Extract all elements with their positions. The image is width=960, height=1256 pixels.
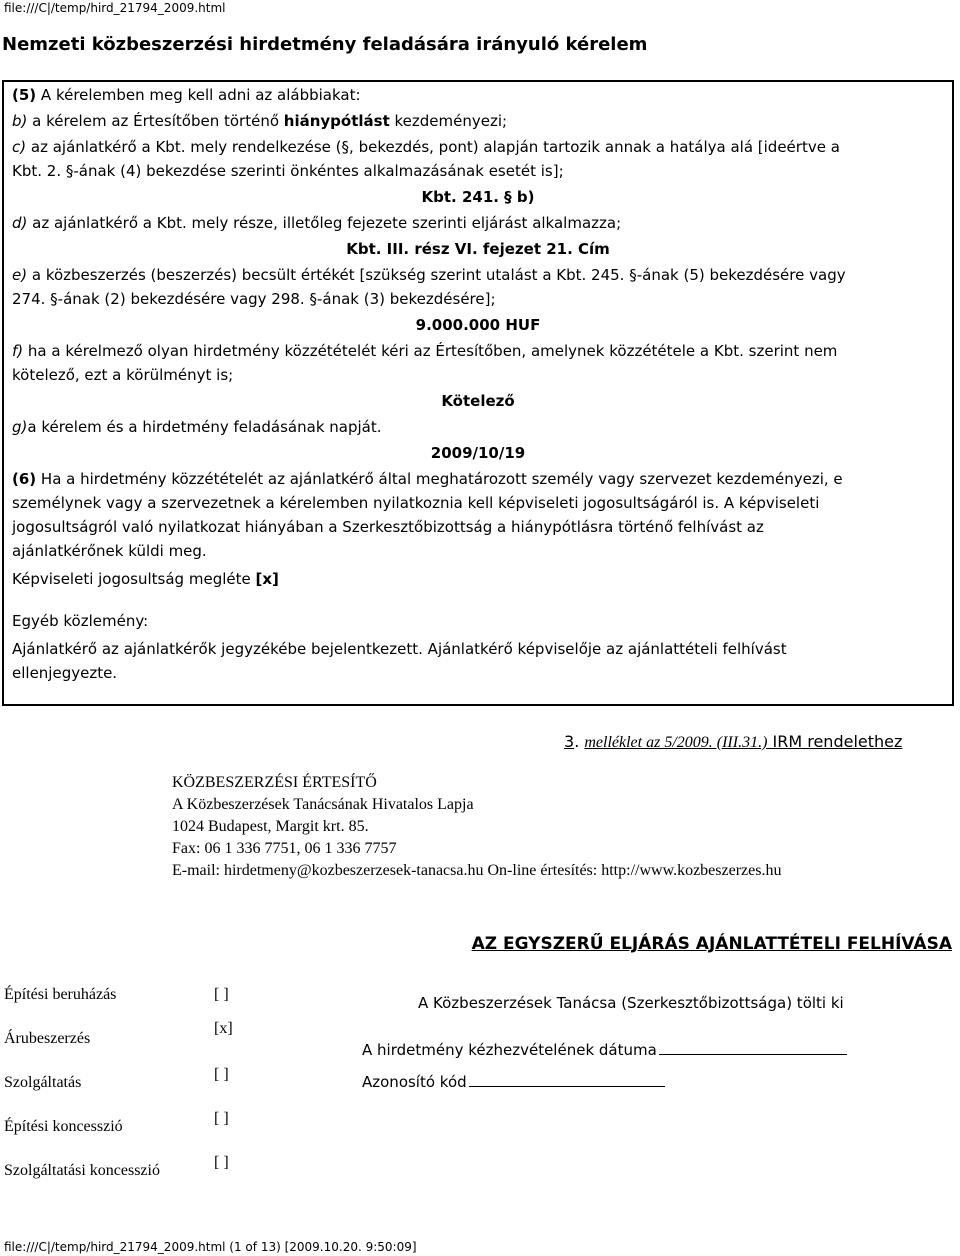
procurement-type-label: Árubeszerzés <box>4 1030 91 1047</box>
item-c-line1 <box>12 138 840 156</box>
item-d-text: az ajánlatkérő a Kbt. mely része, illetőleg fejezete szerinti eljárást alkalmazza; <box>27 214 622 232</box>
publisher-subtitle: A Közbeszerzések Tanácsának Hivatalos Lapja <box>172 796 474 813</box>
representation-row <box>12 570 279 588</box>
request-content-box <box>2 80 954 706</box>
publisher-email: E-mail: hirdetmeny@kozbeszerzesek-tanacsa.hu On-line értesítés: http://www.kozbeszerzes.hu <box>172 862 782 879</box>
item-c-text: az ajánlatkérő a Kbt. mely rendelkezése (§, bekezdés, pont) alapján tartozik annak a hatálya alá [ideértve a <box>26 138 840 156</box>
item-e-line1 <box>12 266 846 284</box>
page-title: Nemzeti közbeszerzési hirdetmény feladására irányuló kérelem <box>2 34 648 55</box>
item-g-text: a kérelem és a hirdetmény feladásának napját. <box>27 418 382 436</box>
procurement-type-checkbox: [ ] <box>214 1066 229 1083</box>
procurement-type-checkbox: [ ] <box>214 1110 229 1127</box>
section5-heading <box>12 86 361 104</box>
item-g <box>12 418 382 436</box>
top-url: file:///C|/temp/hird_21794_2009.html <box>4 1 226 15</box>
item-d-value: Kbt. III. rész VI. fejezet 21. Cím <box>346 240 610 258</box>
annex-reference <box>564 732 902 752</box>
procurement-type-label: Szolgáltatás <box>4 1074 82 1091</box>
procurement-type-checkbox: [ ] <box>214 1154 229 1171</box>
item-c-prefix: c) <box>12 138 27 156</box>
item-e-value: 9.000.000 HUF <box>415 316 541 334</box>
publisher-address: 1024 Budapest, Margit krt. 85. <box>172 818 369 835</box>
office-use-box <box>346 976 950 1096</box>
section6-line4: ajánlatkérőnek küldi meg. <box>12 542 207 560</box>
item-f-text: ha a kérelmező olyan hirdetmény közzétételét kéri az Értesítőben, amelynek közzététele a Kbt. szerint nem <box>23 342 838 360</box>
receipt-date-blank <box>659 1040 847 1055</box>
page-footer: file:///C|/temp/hird_21794_2009.html (1 of 13) [2009.10.20. 9:50:09] <box>4 1240 417 1254</box>
form-title: AZ EGYSZERŰ ELJÁRÁS AJÁNLATTÉTELI FELHÍVÁSA <box>471 934 952 954</box>
item-b <box>12 112 507 130</box>
representation-checkbox: [x] <box>255 570 279 588</box>
annex-regulation: melléklet az 5/2009. (III.31.) <box>584 734 768 751</box>
item-b-prefix: b) <box>12 112 28 130</box>
section5-heading-text: A kérelemben meg kell adni az alábbiakat: <box>36 86 361 104</box>
other-notice-line1: Ajánlatkérő az ajánlatkérők jegyzékébe bejelentkezett. Ajánlatkérő képviselője az ajánlattételi felhívást <box>12 640 787 658</box>
other-notice-line2: ellenjegyezte. <box>12 664 118 682</box>
section5-number: (5) <box>12 86 37 104</box>
item-e-text: a közbeszerzés (beszerzés) becsült értékét [szükség szerint utalást a Kbt. 245. §-ának (5) bekezdésére vagy <box>27 266 846 284</box>
identifier-field <box>362 1072 665 1091</box>
item-b-text-end: kezdeményezi; <box>389 112 508 130</box>
receipt-date-label: A hirdetmény kézhezvételének dátuma <box>362 1041 657 1059</box>
section6-text1: Ha a hirdetmény közzétételét az ajánlatkérő által meghatározott személy vagy szervezet kezdeményezi, e <box>36 470 843 488</box>
publisher-fax: Fax: 06 1 336 7751, 06 1 336 7757 <box>172 840 397 857</box>
procurement-type-label: Szolgáltatási koncesszió <box>4 1162 160 1179</box>
section6-line1 <box>12 470 843 488</box>
publisher-name: KÖZBESZERZÉSI ÉRTESÍTŐ <box>172 774 377 791</box>
item-d-prefix: d) <box>12 214 28 232</box>
item-g-prefix: g) <box>12 418 28 436</box>
item-e-line2: 274. §-ának (2) bekezdésére vagy 298. §-ának (3) bekezdésére]; <box>12 290 496 308</box>
item-f-prefix: f) <box>12 342 24 360</box>
procurement-type-label: Építési beruházás <box>4 986 117 1003</box>
procurement-type-checkbox: [ ] <box>214 986 229 1003</box>
item-g-value: 2009/10/19 <box>430 444 526 462</box>
receipt-date-field <box>362 1040 847 1059</box>
identifier-blank <box>469 1072 665 1087</box>
section6-line3: jogosultságról való nyilatkozat hiányában a Szerkesztőbizottság a hiánypótlásra történő felhívást az <box>12 518 764 536</box>
item-f-line2: kötelező, ezt a körülményt is; <box>12 366 234 384</box>
section6-line2: személynek vagy a szervezetnek a kérelemben nyilatkoznia kell képviseleti jogosultságáról is. A képviseleti <box>12 494 820 512</box>
item-b-text: a kérelem az Értesítőben történő <box>27 112 284 130</box>
annex-decree: IRM rendelethez <box>767 732 903 751</box>
annex-separator: . <box>574 732 585 751</box>
item-c-line2: Kbt. 2. §-ának (4) bekezdése szerinti önkéntes alkalmazásának esetét is]; <box>12 162 564 180</box>
procurement-type-checkbox: [x] <box>214 1020 233 1037</box>
item-f-value: Kötelező <box>441 392 515 410</box>
item-e-prefix: e) <box>12 266 28 284</box>
publisher-block <box>172 772 781 882</box>
section6-number: (6) <box>12 470 37 488</box>
procurement-type-label: Építési koncesszió <box>4 1118 123 1135</box>
item-f-line1 <box>12 342 837 360</box>
annex-number: 3 <box>564 732 575 751</box>
identifier-label: Azonosító kód <box>362 1073 467 1091</box>
item-c-value: Kbt. 241. § b) <box>421 188 535 206</box>
other-notice-label: Egyéb közlemény: <box>12 612 149 630</box>
representation-label: Képviseleti jogosultság megléte <box>12 570 256 588</box>
office-use-note: A Közbeszerzések Tanácsa (Szerkesztőbizottsága) tölti ki <box>418 994 844 1012</box>
item-b-bold: hiánypótlást <box>283 112 390 130</box>
item-d <box>12 214 621 232</box>
